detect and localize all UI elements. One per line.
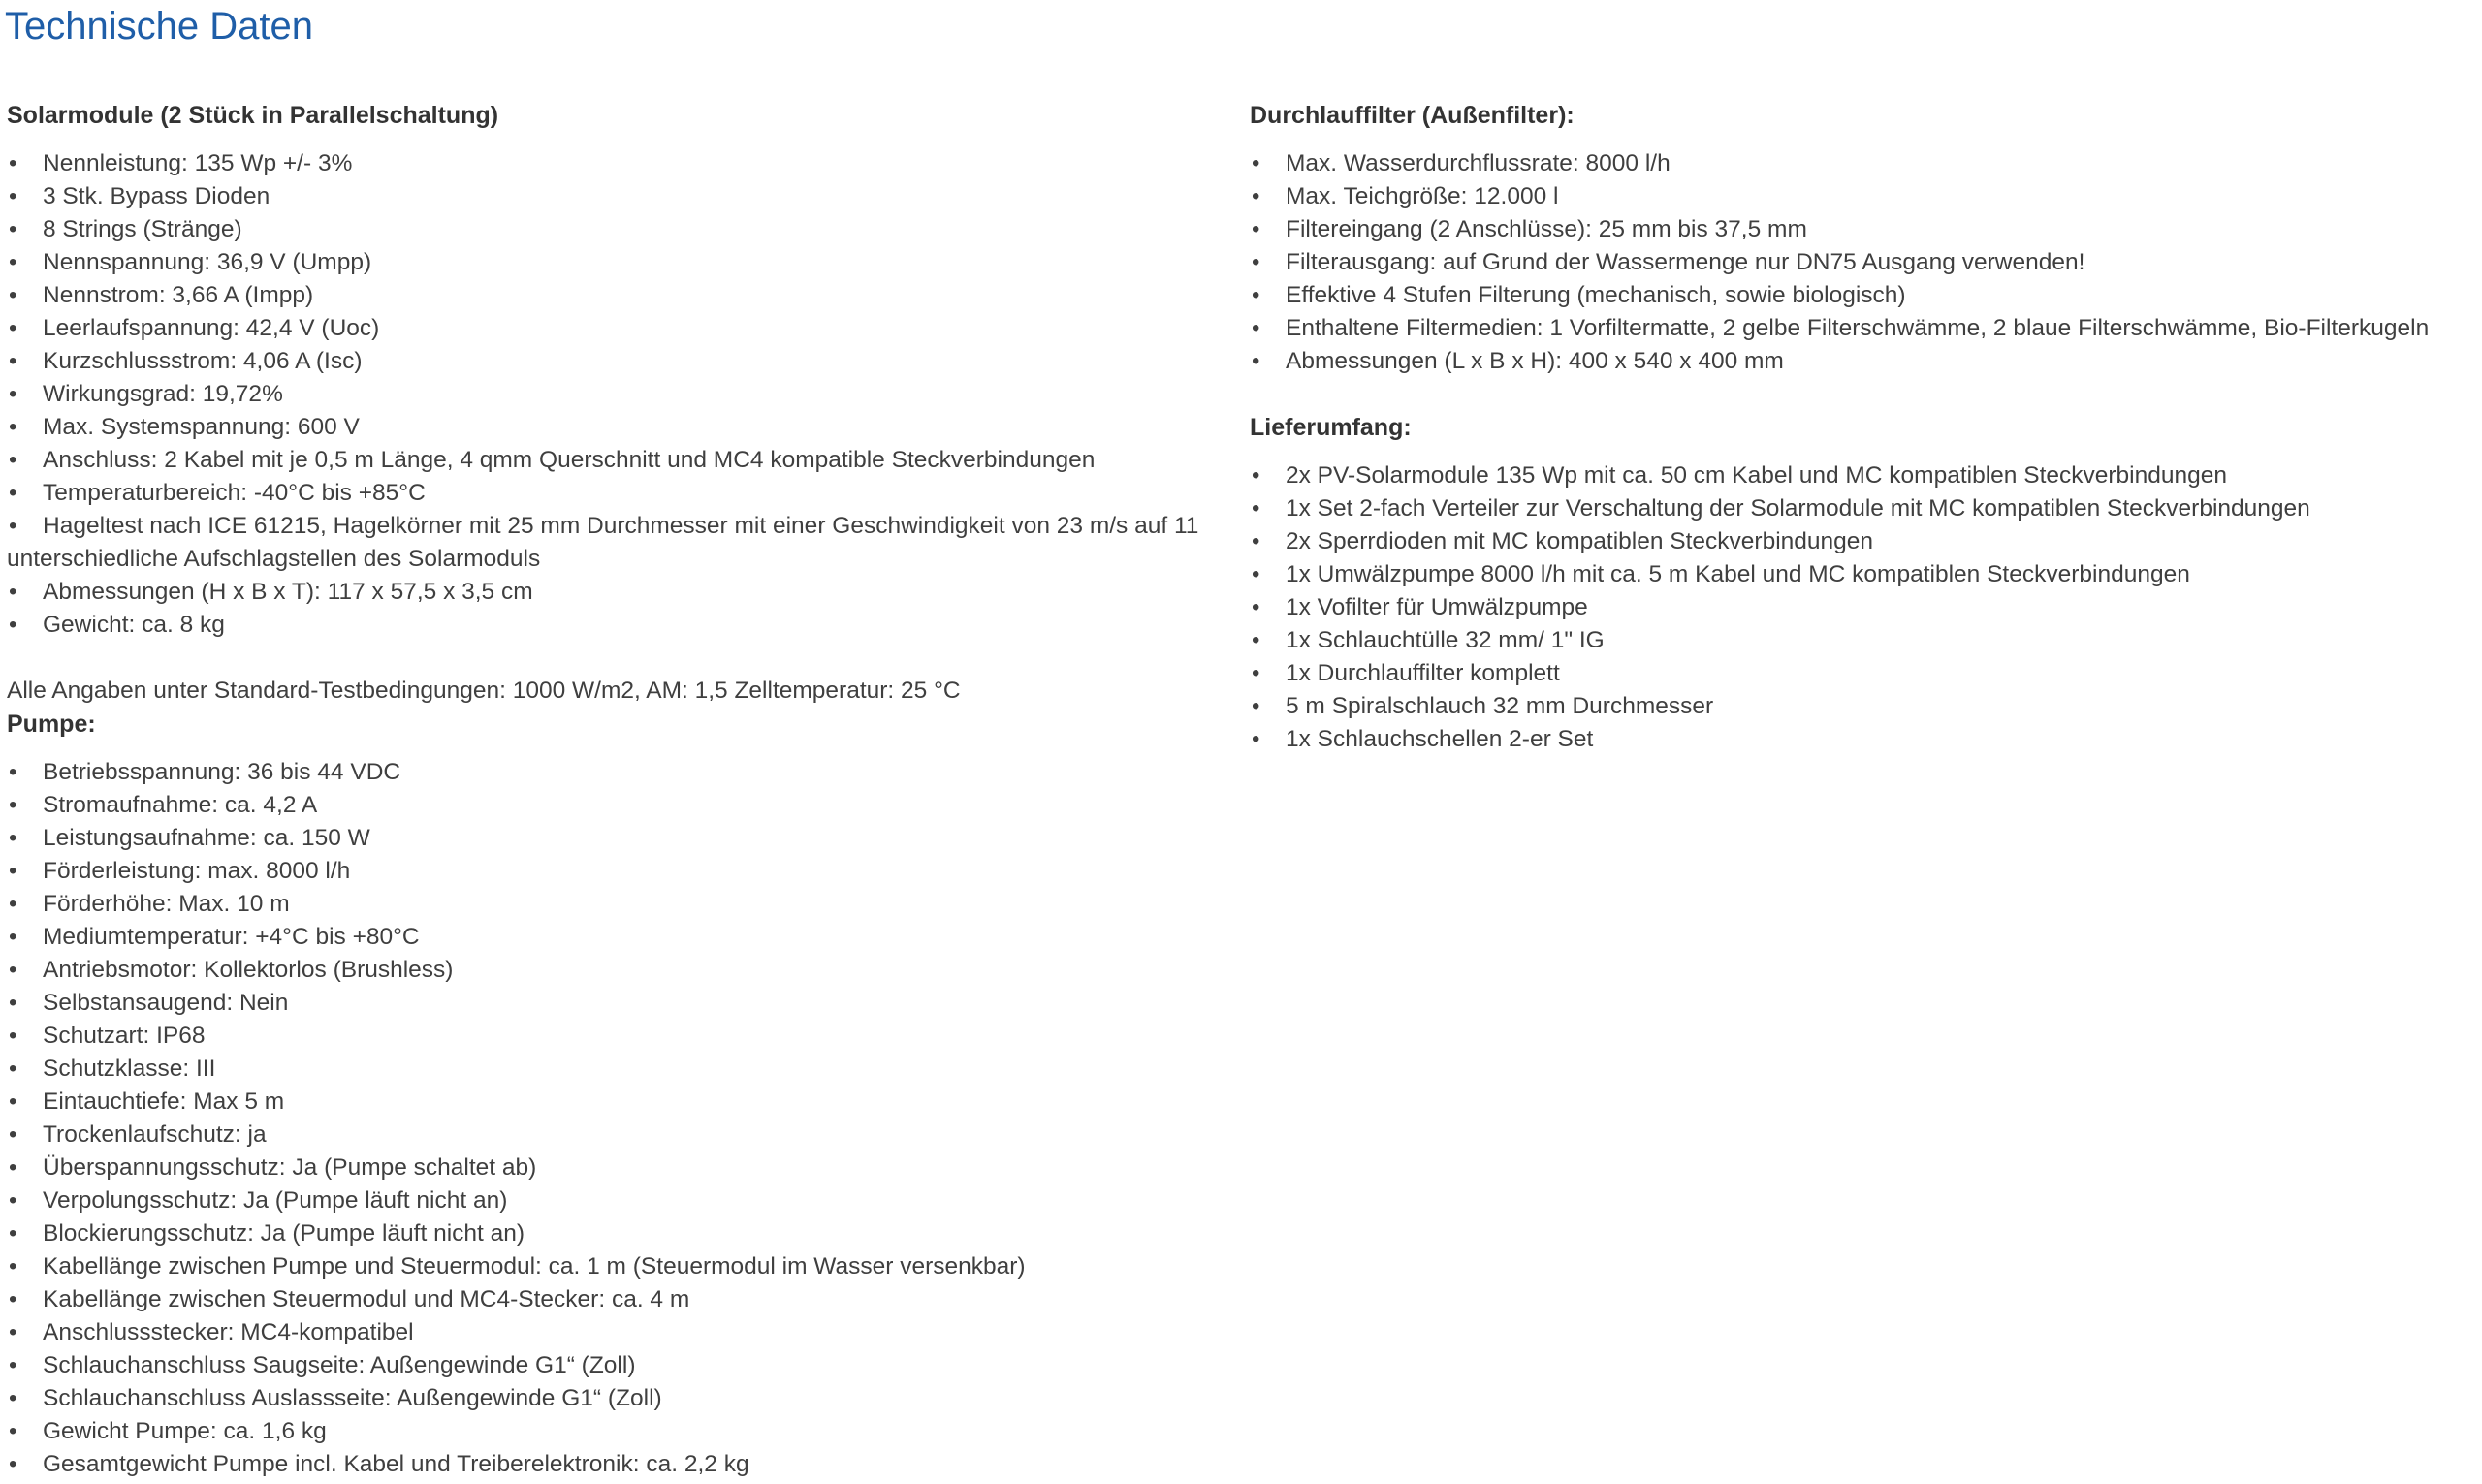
list-item — [7, 1250, 1238, 1283]
list-item-text: Effektive 4 Stufen Filterung (mechanisch, sowie biologisch) — [1286, 282, 1906, 308]
delivery-heading: Lieferumfang: — [1250, 414, 1412, 441]
bullet-icon: • — [1252, 183, 1260, 209]
list-item — [7, 1152, 1238, 1184]
list-item — [7, 987, 1238, 1020]
bullet-icon: • — [9, 282, 17, 308]
list-item — [7, 1382, 1238, 1415]
list-item — [7, 1020, 1238, 1053]
bullet-icon: • — [1252, 348, 1260, 374]
list-item-text: 2x PV-Solarmodule 135 Wp mit ca. 50 cm Kabel und MC kompatiblen Steckverbindungen — [1286, 462, 2227, 489]
list-item-text: 1x Schlauchtülle 32 mm/ 1" IG — [1286, 627, 1605, 653]
list-item-text: 1x Schlauchschellen 2-er Set — [1286, 726, 1594, 752]
list-item-text: Eintauchtiefe: Max 5 m — [43, 1089, 285, 1115]
list-item — [1250, 147, 2479, 180]
list-item — [7, 1119, 1238, 1152]
bullet-icon: • — [9, 825, 17, 851]
bullet-icon: • — [9, 1023, 17, 1049]
bullet-icon: • — [9, 792, 17, 818]
list-item-text: Anschluss: 2 Kabel mit je 0,5 m Länge, 4 qmm Querschnitt und MC4 kompatible Steckverbindungen — [43, 447, 1096, 473]
bullet-icon: • — [1252, 726, 1260, 752]
list-item-text: 1x Durchlauffilter komplett — [1286, 660, 1560, 686]
bullet-icon: • — [9, 447, 17, 473]
bullet-icon: • — [1252, 528, 1260, 554]
bullet-icon: • — [1252, 693, 1260, 719]
bullet-icon: • — [1252, 594, 1260, 620]
bullet-icon: • — [1252, 216, 1260, 242]
bullet-icon: • — [9, 348, 17, 374]
list-item-text: 1x Umwälzpumpe 8000 l/h mit ca. 5 m Kabel und MC kompatiblen Steckverbindungen — [1286, 561, 2190, 587]
bullet-icon: • — [9, 150, 17, 176]
list-item — [1250, 345, 2479, 378]
list-item-text: Stromaufnahme: ca. 4,2 A — [43, 792, 318, 818]
list-item-text: Temperaturbereich: -40°C bis +85°C — [43, 480, 426, 506]
list-item-text: Kabellänge zwischen Pumpe und Steuermodul: ca. 1 m (Steuermodul im Wasser versenkbar) — [43, 1253, 1026, 1279]
list-item-text: 2x Sperrdioden mit MC kompatiblen Steckverbindungen — [1286, 528, 1874, 554]
bullet-icon: • — [1252, 315, 1260, 341]
list-item-text: Schlauchanschluss Auslassseite: Außengewinde G1“ (Zoll) — [43, 1385, 662, 1411]
bullet-icon: • — [9, 1319, 17, 1345]
solar-spec-list — [7, 147, 1238, 642]
bullet-icon: • — [1252, 660, 1260, 686]
bullet-icon: • — [9, 891, 17, 917]
list-item — [7, 147, 1238, 180]
bullet-icon: • — [9, 249, 17, 275]
list-item-text: Nennleistung: 135 Wp +/- 3% — [43, 150, 353, 176]
list-item-text: Filterausgang: auf Grund der Wassermenge nur DN75 Ausgang verwenden! — [1286, 249, 2085, 275]
pump-spec-list — [7, 756, 1238, 1481]
bullet-icon: • — [9, 414, 17, 440]
list-item-text: Abmessungen (H x B x T): 117 x 57,5 x 3,5 cm — [43, 579, 533, 605]
list-item-text: Leerlaufspannung: 42,4 V (Uoc) — [43, 315, 380, 341]
list-item-text: Trockenlaufschutz: ja — [43, 1121, 267, 1148]
list-item-text: Verpolungsschutz: Ja (Pumpe läuft nicht an) — [43, 1187, 508, 1214]
list-item — [7, 1316, 1238, 1349]
bullet-icon: • — [1252, 561, 1260, 587]
list-item — [7, 180, 1238, 213]
list-item — [7, 444, 1238, 477]
list-item-text: Nennstrom: 3,66 A (Impp) — [43, 282, 314, 308]
list-item-text: Betriebsspannung: 36 bis 44 VDC — [43, 759, 401, 785]
bullet-icon: • — [9, 1286, 17, 1312]
pump-heading: Pumpe: — [7, 710, 96, 738]
bullet-icon: • — [1252, 249, 1260, 275]
list-item — [7, 1415, 1238, 1448]
list-item-text: Max. Systemspannung: 600 V — [43, 414, 360, 440]
list-item-text: 3 Stk. Bypass Dioden — [43, 183, 270, 209]
bullet-icon: • — [9, 579, 17, 605]
list-item-text: 1x Set 2-fach Verteiler zur Verschaltung der Solarmodule mit MC kompatiblen Steckverbindungen — [1286, 495, 2310, 521]
list-item-text: Blockierungsschutz: Ja (Pumpe läuft nicht an) — [43, 1220, 525, 1247]
list-item — [7, 921, 1238, 954]
list-item — [7, 378, 1238, 411]
list-item — [7, 1283, 1238, 1316]
list-item — [7, 510, 1238, 576]
bullet-icon: • — [1252, 462, 1260, 489]
bullet-icon: • — [9, 513, 17, 539]
list-item — [7, 954, 1238, 987]
bullet-icon: • — [9, 1352, 17, 1378]
list-item-text: Leistungsaufnahme: ca. 150 W — [43, 825, 370, 851]
list-item-text: 1x Vofilter für Umwälzpumpe — [1286, 594, 1588, 620]
list-item-text: Max. Teichgröße: 12.000 l — [1286, 183, 1559, 209]
bullet-icon: • — [9, 216, 17, 242]
list-item — [7, 246, 1238, 279]
bullet-icon: • — [9, 480, 17, 506]
right-column — [1250, 99, 2479, 756]
bullet-icon: • — [9, 759, 17, 785]
list-item — [1250, 657, 2479, 690]
list-item — [7, 1217, 1238, 1250]
list-item-text: Selbstansaugend: Nein — [43, 990, 289, 1016]
list-item-text: Wirkungsgrad: 19,72% — [43, 381, 283, 407]
bullet-icon: • — [9, 612, 17, 638]
list-item — [7, 279, 1238, 312]
list-item — [1250, 246, 2479, 279]
list-item — [7, 312, 1238, 345]
list-item — [1250, 180, 2479, 213]
solar-heading: Solarmodule (2 Stück in Parallelschaltung) — [7, 102, 499, 129]
list-item-text: Gesamtgewicht Pumpe incl. Kabel und Treiberelektronik: ca. 2,2 kg — [43, 1451, 749, 1477]
list-item-text: Förderhöhe: Max. 10 m — [43, 891, 290, 917]
list-item-text: Förderleistung: max. 8000 l/h — [43, 858, 351, 884]
list-item — [1250, 213, 2479, 246]
list-item — [1250, 279, 2479, 312]
list-item — [7, 789, 1238, 822]
list-item — [7, 1184, 1238, 1217]
solar-test-conditions-note: Alle Angaben unter Standard-Testbedingungen: 1000 W/m2, AM: 1,5 Zelltemperatur: 25 °C — [7, 678, 961, 704]
bullet-icon: • — [1252, 495, 1260, 521]
list-item — [7, 1086, 1238, 1119]
list-item-text: Antriebsmotor: Kollektorlos (Brushless) — [43, 957, 454, 983]
list-item — [7, 855, 1238, 888]
list-item — [7, 213, 1238, 246]
list-item-text: Gewicht: ca. 8 kg — [43, 612, 225, 638]
bullet-icon: • — [9, 315, 17, 341]
list-item-text: 5 m Spiralschlauch 32 mm Durchmesser — [1286, 693, 1714, 719]
delivery-list — [1250, 459, 2479, 756]
bullet-icon: • — [9, 1154, 17, 1181]
bullet-icon: • — [9, 1253, 17, 1279]
list-item — [7, 822, 1238, 855]
bullet-icon: • — [9, 1056, 17, 1082]
list-item — [7, 1448, 1238, 1481]
list-item-text: Max. Wasserdurchflussrate: 8000 l/h — [1286, 150, 1671, 176]
bullet-icon: • — [9, 183, 17, 209]
list-item — [7, 756, 1238, 789]
list-item — [7, 576, 1238, 609]
list-item — [1250, 312, 2479, 345]
list-item — [7, 888, 1238, 921]
list-item-text: Schlauchanschluss Saugseite: Außengewinde G1“ (Zoll) — [43, 1352, 636, 1378]
list-item-text: Mediumtemperatur: +4°C bis +80°C — [43, 924, 420, 950]
bullet-icon: • — [1252, 627, 1260, 653]
list-item — [1250, 591, 2479, 624]
list-item — [7, 1053, 1238, 1086]
list-item-text: Schutzklasse: III — [43, 1056, 216, 1082]
left-column — [7, 99, 1238, 1481]
bullet-icon: • — [9, 924, 17, 950]
list-item-text: Kabellänge zwischen Steuermodul und MC4-Stecker: ca. 4 m — [43, 1286, 690, 1312]
bullet-icon: • — [1252, 150, 1260, 176]
bullet-icon: • — [9, 381, 17, 407]
list-item — [7, 411, 1238, 444]
list-item — [1250, 624, 2479, 657]
list-item-text: 8 Strings (Stränge) — [43, 216, 242, 242]
list-item — [1250, 459, 2479, 492]
bullet-icon: • — [9, 1187, 17, 1214]
list-item — [7, 1349, 1238, 1382]
list-item — [1250, 558, 2479, 591]
list-item-text: Kurzschlussstrom: 4,06 A (Isc) — [43, 348, 363, 374]
list-item — [1250, 723, 2479, 756]
bullet-icon: • — [9, 1418, 17, 1444]
list-item-text: Enthaltene Filtermedien: 1 Vorfiltermatte, 2 gelbe Filterschwämme, 2 blaue Filterschwämme, Bio-Filterkugeln — [1286, 315, 2430, 341]
list-item — [7, 345, 1238, 378]
list-item — [7, 477, 1238, 510]
list-item-text: Anschlussstecker: MC4-kompatibel — [43, 1319, 414, 1345]
list-item-text: Schutzart: IP68 — [43, 1023, 206, 1049]
bullet-icon: • — [1252, 282, 1260, 308]
filter-spec-list — [1250, 147, 2479, 378]
bullet-icon: • — [9, 1385, 17, 1411]
list-item-text: Abmessungen (L x B x H): 400 x 540 x 400 mm — [1286, 348, 1784, 374]
list-item — [1250, 492, 2479, 525]
filter-heading: Durchlauffilter (Außenfilter): — [1250, 102, 1575, 129]
list-item-text: Hageltest nach ICE 61215, Hagelkörner mit 25 mm Durchmesser mit einer Geschwindigkeit von 23 m/s auf 11 unterschiedliche Aufschlagstellen des Solarmoduls — [7, 513, 1199, 572]
list-item-text: Filtereingang (2 Anschlüsse): 25 mm bis 37,5 mm — [1286, 216, 1807, 242]
bullet-icon: • — [9, 858, 17, 884]
bullet-icon: • — [9, 1451, 17, 1477]
bullet-icon: • — [9, 1089, 17, 1115]
bullet-icon: • — [9, 990, 17, 1016]
list-item-text: Überspannungsschutz: Ja (Pumpe schaltet ab) — [43, 1154, 537, 1181]
page-title: Technische Daten — [5, 5, 313, 47]
list-item — [7, 609, 1238, 642]
bullet-icon: • — [9, 1220, 17, 1247]
list-item — [1250, 690, 2479, 723]
bullet-icon: • — [9, 957, 17, 983]
bullet-icon: • — [9, 1121, 17, 1148]
list-item — [1250, 525, 2479, 558]
list-item-text: Gewicht Pumpe: ca. 1,6 kg — [43, 1418, 327, 1444]
list-item-text: Nennspannung: 36,9 V (Umpp) — [43, 249, 372, 275]
